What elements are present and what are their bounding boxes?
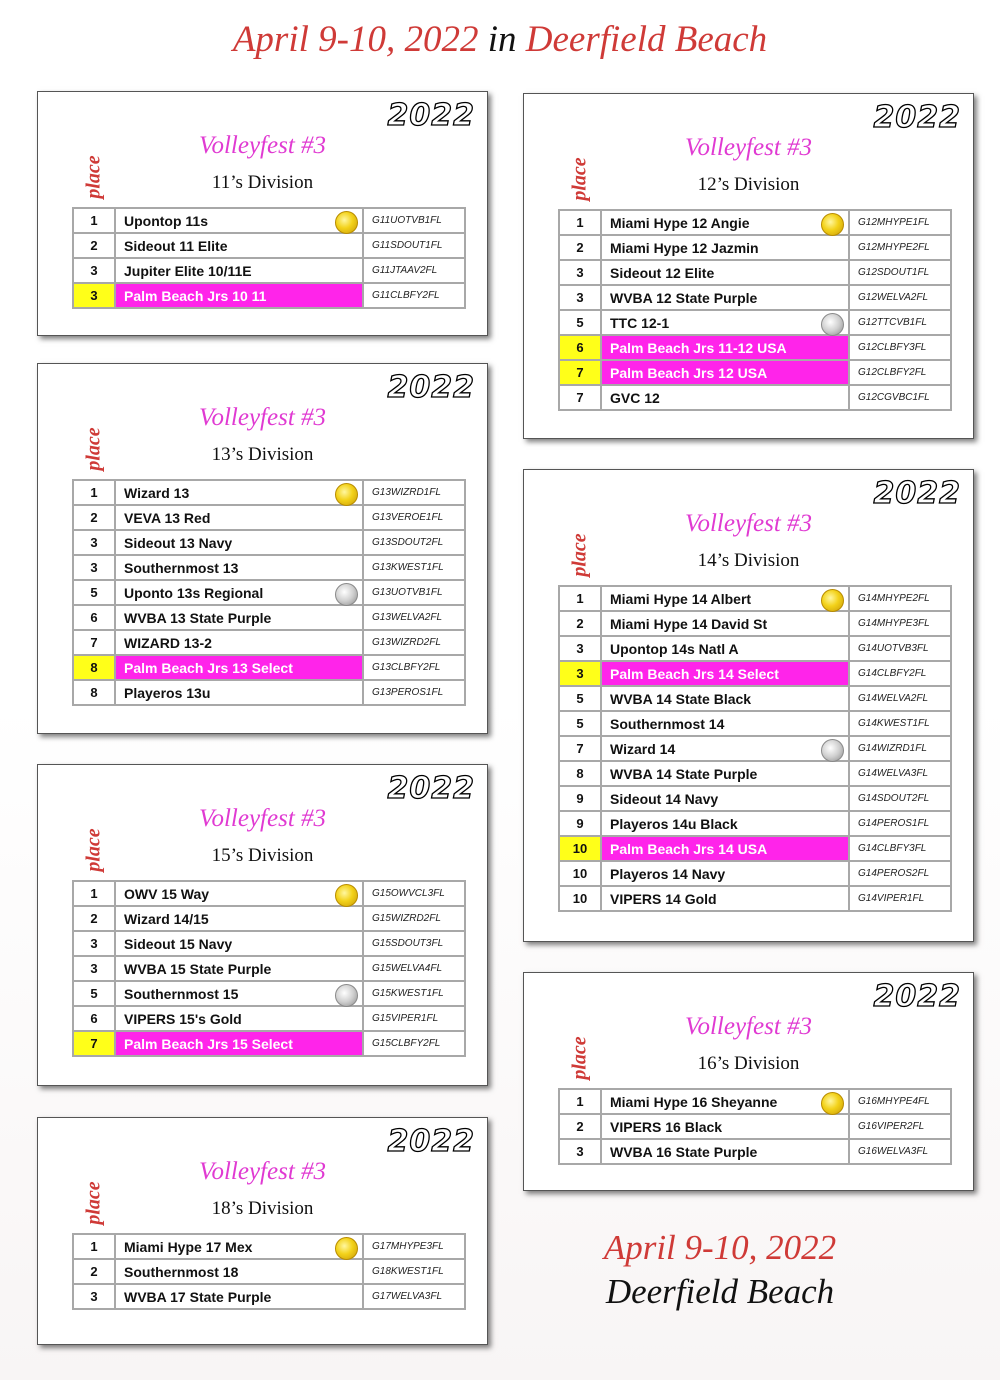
footer-date: April 9-10, 2022 [603,1228,837,1267]
team-cell [115,655,363,680]
team-name: Sideout 11 Elite [124,237,228,254]
table-row [73,605,465,630]
table-row [559,210,951,235]
table-row [559,360,951,385]
event-title: Volleyfest #3 [684,1013,813,1040]
team-name: Miami Hype 14 Albert [610,590,752,607]
team-name: VIPERS 16 Black [610,1118,723,1135]
team-name: WVBA 13 State Purple [124,609,272,626]
team-code-cell: G16WELVA3FL [849,1139,951,1164]
team-code-cell: G13PEROS1FL [363,680,465,705]
division-card [523,469,974,942]
year-label: 2022 [873,476,961,511]
team-code-cell: G14SDOUT2FL [849,786,951,811]
place-cell: 2 [73,906,115,931]
table-row [559,786,951,811]
team-name: Miami Hype 12 Jazmin [610,239,759,256]
team-code-cell: G15VIPER1FL [363,1006,465,1031]
team-name: OWV 15 Way [124,885,210,902]
table-row [559,260,951,285]
division-title: 14’s Division [697,550,800,571]
place-cell: 7 [73,630,115,655]
place-cell: 3 [559,260,601,285]
team-cell [115,906,363,931]
team-cell [601,886,849,911]
team-code-cell: G15SDOUT3FL [363,931,465,956]
place-cell: 5 [73,580,115,605]
team-name: GVC 12 [610,389,660,406]
team-name: Southernmost 15 [124,985,239,1002]
team-code-cell: G13KWEST1FL [363,555,465,580]
team-code-cell: G17MHYPE3FL [363,1234,465,1259]
team-name: Miami Hype 14 David St [610,615,768,632]
team-name: WVBA 17 State Purple [124,1288,272,1305]
year-label: 2022 [387,370,475,405]
team-cell [601,235,849,260]
table-row [559,661,951,686]
division-title: 11’s Division [211,172,314,193]
gold-medal-icon [821,589,844,612]
place-label: place [82,427,105,471]
team-code-cell: G14CLBFY3FL [849,836,951,861]
team-name: WVBA 14 State Purple [610,765,758,782]
team-name: Palm Beach Jrs 11-12 USA [610,339,787,356]
place-cell: 1 [559,210,601,235]
team-cell [115,1259,363,1284]
place-cell: 8 [73,680,115,705]
team-code-cell: G11JTAAV2FL [363,258,465,283]
results-table [558,209,952,411]
team-cell [601,711,849,736]
results-table [72,207,466,309]
header-venue: Deerfield Beach [525,19,768,60]
place-cell: 1 [73,208,115,233]
team-code-cell: G12CLBFY3FL [849,335,951,360]
event-title: Volleyfest #3 [198,1158,327,1185]
team-name: Sideout 15 Navy [124,935,233,952]
year-label: 2022 [387,771,475,806]
team-code-cell: G16VIPER2FL [849,1114,951,1139]
team-cell [115,258,363,283]
table-row [73,981,465,1006]
table-row [559,636,951,661]
footer-venue: Deerfield Beach [605,1272,835,1311]
place-label: place [568,1036,591,1080]
table-row [73,655,465,680]
place-cell: 3 [559,1139,601,1164]
table-row [73,580,465,605]
team-cell [601,586,849,611]
gold-medal-icon [821,213,844,236]
team-cell [115,1006,363,1031]
header-date: April 9-10, 2022 [232,19,479,60]
team-name: Sideout 13 Navy [124,534,233,551]
table-row [559,611,951,636]
place-label: place [82,1181,105,1225]
team-cell [601,310,849,335]
team-cell [115,881,363,906]
place-cell: 8 [559,761,601,786]
place-cell: 1 [73,480,115,505]
division-title: 13’s Division [211,444,314,465]
place-cell: 1 [559,1089,601,1114]
team-cell [601,761,849,786]
place-cell: 10 [559,836,601,861]
year-label: 2022 [873,100,961,135]
team-cell [115,555,363,580]
division-card [37,1117,488,1345]
team-name: Palm Beach Jrs 14 Select [610,665,779,682]
team-cell [115,680,363,705]
table-row [73,208,465,233]
place-cell: 5 [559,310,601,335]
place-cell: 2 [73,505,115,530]
table-row [559,711,951,736]
team-name: WVBA 15 State Purple [124,960,272,977]
place-cell: 1 [73,1234,115,1259]
team-code-cell: G17WELVA3FL [363,1284,465,1309]
place-cell: 10 [559,861,601,886]
team-name: Miami Hype 17 Mex [124,1238,253,1255]
team-code-cell: G13UOTVB1FL [363,580,465,605]
place-label: place [568,157,591,201]
team-name: Palm Beach Jrs 13 Select [124,659,293,676]
place-cell: 3 [73,1284,115,1309]
place-cell: 6 [559,335,601,360]
team-code-cell: G14WIZRD1FL [849,736,951,761]
place-cell: 7 [559,360,601,385]
team-code-cell: G15OWVCL3FL [363,881,465,906]
place-cell: 3 [73,258,115,283]
team-name: Wizard 13 [124,484,190,501]
place-cell: 3 [73,956,115,981]
table-row [73,630,465,655]
table-row [73,480,465,505]
table-row [559,686,951,711]
team-cell [601,861,849,886]
silver-medal-icon [335,583,358,606]
results-table [558,585,952,912]
table-row [73,555,465,580]
team-name: Sideout 12 Elite [610,264,715,281]
team-code-cell: G12CGVBC1FL [849,385,951,410]
place-cell: 3 [73,555,115,580]
gold-medal-icon [335,884,358,907]
team-code-cell: G15WELVA4FL [363,956,465,981]
team-code-cell: G14WELVA2FL [849,686,951,711]
team-cell [601,285,849,310]
team-code-cell: G15WIZRD2FL [363,906,465,931]
table-row [73,680,465,705]
team-cell [115,1234,363,1259]
team-code-cell: G12TTCVB1FL [849,310,951,335]
team-name: WVBA 16 State Purple [610,1143,758,1160]
team-name: Sideout 14 Navy [610,790,719,807]
table-row [73,1259,465,1284]
team-code-cell: G14UOTVB3FL [849,636,951,661]
team-cell [115,283,363,308]
team-cell [115,1031,363,1056]
table-row [559,1114,951,1139]
team-cell [115,981,363,1006]
division-title: 18’s Division [211,1198,314,1219]
division-card [37,91,488,336]
event-title: Volleyfest #3 [198,805,327,832]
team-cell [601,686,849,711]
team-code-cell: G14KWEST1FL [849,711,951,736]
table-row [559,1139,951,1164]
table-row [73,1234,465,1259]
team-name: Wizard 14 [610,740,676,757]
division-card [523,93,974,439]
team-cell [601,1114,849,1139]
team-name: VIPERS 14 Gold [610,890,717,907]
team-cell [601,385,849,410]
team-cell [115,605,363,630]
place-cell: 2 [559,611,601,636]
team-name: Playeros 13u [124,684,211,701]
team-name: Uponto 13s Regional [124,584,264,601]
team-cell [115,480,363,505]
team-name: Miami Hype 16 Sheyanne [610,1093,778,1110]
team-name: Jupiter Elite 10/11E [124,262,252,279]
team-code-cell: G14WELVA3FL [849,761,951,786]
table-row [73,1284,465,1309]
team-code-cell: G16MHYPE4FL [849,1089,951,1114]
team-cell [601,636,849,661]
table-row [559,335,951,360]
year-label: 2022 [873,979,961,1014]
silver-medal-icon [821,313,844,336]
team-cell [115,931,363,956]
team-cell [601,335,849,360]
place-cell: 2 [559,235,601,260]
team-code-cell: G11CLBFY2FL [363,283,465,308]
place-cell: 1 [559,586,601,611]
table-row [73,258,465,283]
table-row [73,233,465,258]
team-name: WVBA 14 State Black [610,690,752,707]
team-cell [115,956,363,981]
team-name: Southernmost 14 [610,715,725,732]
header-in: in [487,19,517,60]
table-row [559,235,951,260]
team-cell [601,736,849,761]
team-code-cell: G12WELVA2FL [849,285,951,310]
table-row [559,385,951,410]
team-name: WIZARD 13-2 [124,634,212,651]
table-row [73,931,465,956]
team-cell [601,611,849,636]
place-cell: 7 [559,736,601,761]
results-table [72,479,466,706]
team-code-cell: G13WIZRD2FL [363,630,465,655]
event-title: Volleyfest #3 [198,404,327,431]
table-row [559,761,951,786]
team-code-cell: G13WIZRD1FL [363,480,465,505]
team-cell [115,233,363,258]
place-cell: 9 [559,786,601,811]
team-code-cell: G15CLBFY2FL [363,1031,465,1056]
table-row [73,956,465,981]
team-code-cell: G11UOTVB1FL [363,208,465,233]
team-name: Miami Hype 12 Angie [610,214,750,231]
division-card [37,764,488,1086]
place-label: place [82,155,105,199]
team-name: Southernmost 18 [124,1263,239,1280]
table-row [73,906,465,931]
team-cell [115,208,363,233]
team-code-cell: G14PEROS2FL [849,861,951,886]
team-cell [115,530,363,555]
gold-medal-icon [821,1092,844,1115]
team-cell [601,811,849,836]
year-label: 2022 [387,1124,475,1159]
table-row [73,1031,465,1056]
place-cell: 1 [73,881,115,906]
division-title: 12’s Division [697,174,800,195]
place-cell: 3 [559,636,601,661]
team-cell [601,360,849,385]
place-cell: 9 [559,811,601,836]
team-code-cell: G13WELVA2FL [363,605,465,630]
place-cell: 2 [73,233,115,258]
table-row [559,285,951,310]
place-cell: 2 [73,1259,115,1284]
gold-medal-icon [335,1237,358,1260]
event-title: Volleyfest #3 [198,132,327,159]
team-cell [115,630,363,655]
division-title: 15’s Division [211,845,314,866]
team-name: Upontop 11s [124,212,209,229]
team-code-cell: G12MHYPE2FL [849,235,951,260]
place-cell: 3 [559,661,601,686]
page-header [0,18,1000,61]
team-cell [601,1089,849,1114]
event-title: Volleyfest #3 [684,510,813,537]
team-cell [115,1284,363,1309]
team-code-cell: G14PEROS1FL [849,811,951,836]
team-name: Southernmost 13 [124,559,239,576]
team-code-cell: G18KWEST1FL [363,1259,465,1284]
team-code-cell: G14VIPER1FL [849,886,951,911]
results-table [558,1088,952,1165]
team-code-cell: G14MHYPE2FL [849,586,951,611]
team-code-cell: G14CLBFY2FL [849,661,951,686]
team-code-cell: G12SDOUT1FL [849,260,951,285]
silver-medal-icon [821,739,844,762]
team-name: Wizard 14/15 [124,910,209,927]
team-cell [601,836,849,861]
team-name: TTC 12-1 [610,314,670,331]
table-row [559,310,951,335]
place-cell: 10 [559,886,601,911]
place-cell: 2 [559,1114,601,1139]
team-name: Palm Beach Jrs 12 USA [610,364,768,381]
place-cell: 6 [73,605,115,630]
team-code-cell: G13VEROE1FL [363,505,465,530]
division-card [37,363,488,734]
place-cell: 5 [73,981,115,1006]
table-row [559,861,951,886]
place-label: place [568,533,591,577]
year-label: 2022 [387,98,475,133]
team-code-cell: G12CLBFY2FL [849,360,951,385]
table-row [559,736,951,761]
place-cell: 3 [73,283,115,308]
team-code-cell: G13CLBFY2FL [363,655,465,680]
place-cell: 5 [559,711,601,736]
team-name: WVBA 12 State Purple [610,289,758,306]
table-row [73,881,465,906]
silver-medal-icon [335,984,358,1007]
table-row [559,811,951,836]
team-name: VIPERS 15's Gold [124,1010,242,1027]
team-cell [115,505,363,530]
division-card [523,972,974,1191]
place-cell: 3 [559,285,601,310]
team-code-cell: G13SDOUT2FL [363,530,465,555]
gold-medal-icon [335,211,358,234]
table-row [559,836,951,861]
team-name: Upontop 14s Natl A [610,640,739,657]
place-cell: 7 [73,1031,115,1056]
team-cell [601,260,849,285]
team-cell [601,661,849,686]
table-row [559,886,951,911]
place-cell: 3 [73,931,115,956]
event-title: Volleyfest #3 [684,134,813,161]
table-row [73,505,465,530]
place-cell: 6 [73,1006,115,1031]
team-name: Palm Beach Jrs 14 USA [610,840,768,857]
place-cell: 7 [559,385,601,410]
team-cell [115,580,363,605]
team-code-cell: G14MHYPE3FL [849,611,951,636]
table-row [73,283,465,308]
table-row [73,1006,465,1031]
team-cell [601,1139,849,1164]
team-code-cell: G12MHYPE1FL [849,210,951,235]
results-table [72,1233,466,1310]
team-code-cell: G15KWEST1FL [363,981,465,1006]
place-cell: 5 [559,686,601,711]
table-row [559,586,951,611]
team-code-cell: G11SDOUT1FL [363,233,465,258]
place-cell: 8 [73,655,115,680]
place-label: place [82,828,105,872]
table-row [73,530,465,555]
place-cell: 3 [73,530,115,555]
team-name: VEVA 13 Red [124,509,211,526]
table-row [559,1089,951,1114]
team-name: Palm Beach Jrs 15 Select [124,1035,293,1052]
gold-medal-icon [335,483,358,506]
results-table [72,880,466,1057]
team-name: Playeros 14u Black [610,815,738,832]
team-cell [601,210,849,235]
team-cell [601,786,849,811]
division-title: 16’s Division [697,1053,800,1074]
team-name: Palm Beach Jrs 10 11 [124,287,267,304]
team-name: Playeros 14 Navy [610,865,726,882]
